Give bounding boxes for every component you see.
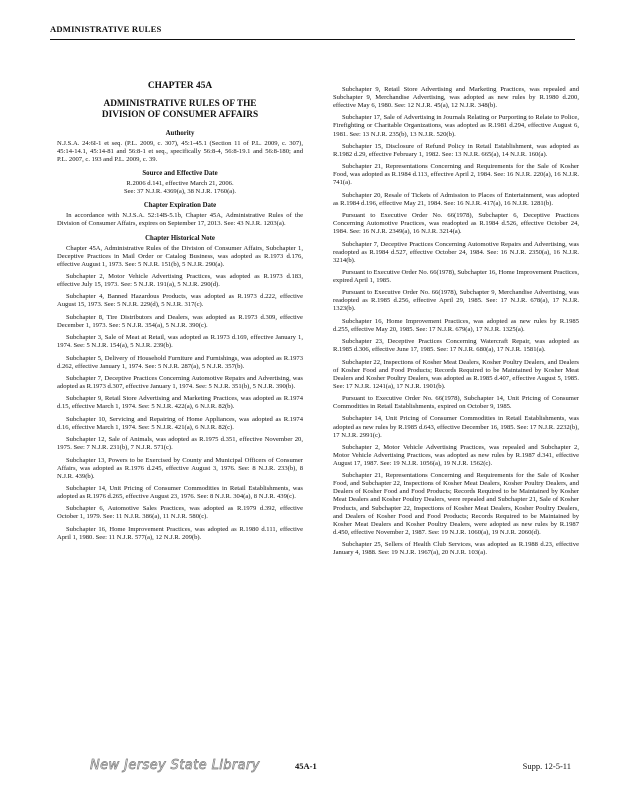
- history-paragraph: Subchapter 2, Motor Vehicle Advertising Practices, was repealed and Subchapter 2, Motor Vehicle Advertising Practices, was adopted as new rules by R.1987 d.341, effective August 17, 1987. See: 19 N.J.R. 1056(a), 19 N.J.R. 1562(c).: [333, 443, 579, 467]
- history-paragraph: Subchapter 4, Banned Hazardous Products, was adopted as R.1973 d.222, effective August 15, 1973. See: 5 N.J.R. 229(d), 5 N.J.R. 317(c).: [57, 293, 303, 309]
- authority-heading: Authority: [165, 130, 195, 138]
- history-paragraph: Subchapter 14, Unit Pricing of Consumer Commodities in Retail Establishments, was adopted as R.1976 d.265, effective August 23, 1976. See: 8 N.J.R. 304(a), 8 N.J.R. 439(c).: [57, 484, 303, 500]
- left-column: [57, 82, 303, 546]
- history-paragraph: Subchapter 10, Servicing and Repairing of Home Appliances, was adopted as R.1974 d.16, effective March 1, 1974. See: 5 N.J.R. 421(a), 6 N.J.R. 82(c).: [57, 415, 303, 431]
- source-heading: Source and Effective Date: [142, 170, 218, 178]
- history-paragraph: Subchapter 15, Disclosure of Refund Policy in Retail Establishment, was adopted as R.1982 d.29, effective February 1, 1982. See: 13 N.J.R. 665(a), 14 N.J.R. 160(a).: [333, 142, 579, 158]
- history-paragraph: Subchapter 21, Representations Concerning and Requirements for the Sale of Kosher Food, and Subchapter 22, Inspections of Kosher Meat Dealers, Kosher Poultry Dealers, and Dealers of Kosher Food and Food Products; Records Required to be Maintained by Kosher Meat Dealers and Kosher Poultry Dealers, were repealed and Subchapter 21, Sale of Kosher Products, and Subchapter 22, Inspections of Kosher Meat Dealers, Kosher Poultry Dealers, and Dealers of Kosher Food and Food Products; Records Required to be Maintained by Kosher Meat Dealers and Kosher Poultry Dealers, were adopted as new rules by R.1987 d.450, effective November 2, 1987. See: 19 N.J.R. 1060(a), 19 N.J.R. 2060(d).: [333, 472, 579, 536]
- expiration-text: In accordance with N.J.S.A. 52:14B-5.1b, Chapter 45A, Administrative Rules of the Division of Consumer Affairs, expires on September 17, 2013. See: 43 N.J.R. 1203(a).: [57, 212, 303, 228]
- history-paragraph: Subchapter 20, Resale of Tickets of Admission to Places of Entertainment, was adopted as R.1984 d.196, effective May 21, 1984. See: 16 N.J.R. 417(a), 16 N.J.R. 1281(b).: [333, 191, 579, 207]
- chapter-title-line-1: ADMINISTRATIVE RULES OF THE: [103, 99, 257, 110]
- history-paragraph: Subchapter 22, Inspections of Kosher Meat Dealers, Kosher Poultry Dealers, and Dealers of Kosher Food and Food Products; Records Required to be Maintained by Kosher Meat Dealers and Kosher Poultry Dealers, was adopted as R.1985 d.407, effective August 5, 1985. See: 17 N.J.R. 1241(a), 17 N.J.R. 1901(b).: [333, 358, 579, 390]
- history-paragraph: Subchapter 2, Motor Vehicle Advertising Practices, was adopted as R.1973 d.183, effective July 15, 1973. See: 5 N.J.R. 191(a), 5 N.J.R. 290(d).: [57, 273, 303, 289]
- history-paragraph: Subchapter 16, Home Improvement Practices, was adopted as R.1980 d.111, effective April 1, 1980. See: 11 N.J.R. 577(a), 12 N.J.R. 209(b).: [57, 525, 303, 541]
- history-paragraph: Subchapter 8, Tire Distributors and Dealers, was adopted as R.1973 d.309, effective December 1, 1973. See: 5 N.J.R. 354(a), 5 N.J.R. 390(c).: [57, 313, 303, 329]
- history-paragraph: Subchapter 9, Retail Store Advertising and Marketing Practices, was repealed and Subchapter 9, Merchandise Advertising, was adopted as new rules by R.1980 d.200, effective May 6, 1980. See: 12 N.J.R. 45(a), 12 N.J.R. 348(b).: [333, 86, 579, 110]
- history-paragraph: Subchapter 3, Sale of Meat at Retail, was adopted as R.1973 d.169, effective January 1, 1974. See: 5 N.J.R. 154(a), 5 N.J.R. 239(b).: [57, 334, 303, 350]
- history-paragraph: Subchapter 6, Automotive Sales Practices, was adopted as R.1979 d.392, effective October 1, 1979. See: 11 N.J.R. 386(a), 11 N.J.R. 580(c).: [57, 505, 303, 521]
- history-paragraph: Subchapter 21, Representations Concerning and Requirements for the Sale of Kosher Food, was adopted as R.1984 d.113, effective April 2, 1984. See: 16 N.J.R. 220(a), 16 N.J.R. 741(a).: [333, 163, 579, 187]
- history-paragraph: Subchapter 5, Delivery of Household Furniture and Furnishings, was adopted as R.1973 d.262, effective January 1, 1974. See: 5 N.J.R. 287(a), 5 N.J.R. 357(b).: [57, 354, 303, 370]
- historical-note-heading: Chapter Historical Note: [145, 234, 215, 242]
- source-line-1: R.2006 d.141, effective March 21, 2006.: [126, 180, 234, 188]
- history-paragraph: Subchapter 25, Sellers of Health Club Services, was adopted as R.1988 d.23, effective January 4, 1988. See: 19 N.J.R. 1967(a), 20 N.J.R. 103(a).: [333, 541, 579, 557]
- chapter-title-line-2: DIVISION OF CONSUMER AFFAIRS: [101, 110, 259, 121]
- running-head: ADMINISTRATIVE RULES: [50, 24, 162, 34]
- history-paragraph: Pursuant to Executive Order No. 66(1978), Subchapter 9, Merchandise Advertising, was readopted as R.1985 d.256, effective April 29, 1985. See: 17 N.J.R. 678(a), 17 N.J.R. 1323(b).: [333, 289, 579, 313]
- history-paragraph: Subchapter 7, Deceptive Practices Concerning Automotive Repairs and Advertising, was readopted as R.1984 d.527, effective October 24, 1984. See: 16 N.J.R. 2350(a), 16 N.J.R. 3214(b).: [333, 240, 579, 264]
- source-line-2: See: 37 N.J.R. 4369(a), 38 N.J.R. 1760(a).: [123, 188, 237, 196]
- history-paragraph: Subchapter 23, Deceptive Practices Concerning Watercraft Repair, was adopted as R.1985 d.306, effective June 17, 1985. See: 17 N.J.R. 680(a), 17 N.J.R. 1581(a).: [333, 338, 579, 354]
- history-paragraph: Pursuant to Executive Order No. 66(1978), Subchapter 14, Unit Pricing of Consumer Commodities in Retail Establishments, expired on October 9, 1985.: [333, 395, 579, 411]
- expiration-heading: Chapter Expiration Date: [143, 202, 217, 210]
- history-paragraph: Subchapter 9, Retail Store Advertising and Marketing Practices, was adopted as R.1974 d.15, effective March 1, 1974. See: 5 N.J.R. 422(a), 6 N.J.R. 82(b).: [57, 395, 303, 411]
- page-number: 45A-1: [295, 761, 317, 771]
- authority-text: N.J.S.A. 24:6I-1 et seq. (P.L. 2009, c. 307), 45:1-45.1 (Section 11 of P.L. 2009, c. 307), 45:14-14.1, 45:14-81 and 56:8-1 et seq., specifically 56:8-4, 56:8-19.1 and 56:8-180; and P.L. 2007, c. 193 and P.L. 2009, c. 39.: [57, 140, 303, 164]
- library-watermark: New Jersey State Library: [90, 758, 260, 773]
- history-paragraph: Pursuant to Executive Order No. 66(1978), Subchapter 6, Deceptive Practices Concerning Automotive Practices, was readopted as R.1984 d.526, effective October 24, 1984. See: 16 N.J.R. 2349(a), 16 N.J.R. 3214(a).: [333, 212, 579, 236]
- history-paragraph: Chapter 45A, Administrative Rules of the Division of Consumer Affairs, Subchapter 1, Deceptive Practices in Mail Order or Catalog Business, was adopted as R.1973 d.176, effective August 1, 1973. See: 5 N.J.R. 151(b), 5 N.J.R. 290(a).: [57, 244, 303, 268]
- history-paragraph: Subchapter 12, Sale of Animals, was adopted as R.1975 d.351, effective November 20, 1975. See: 7 N.J.R. 231(b), 7 N.J.R. 571(c).: [57, 436, 303, 452]
- right-column: [333, 86, 579, 561]
- header-rule: [50, 39, 575, 40]
- history-paragraph: Pursuant to Executive Order No. 66(1978), Subchapter 16, Home Improvement Practices, expired April 1, 1985.: [333, 268, 579, 285]
- history-paragraph: Subchapter 17, Sale of Advertising in Journals Relating or Purporting to Relate to Police, Firefighting or Charitable Organizations, was adopted as R.1981 d.294, effective August 6, 1981. See: 13 N.J.R. 235(b), 13 N.J.R. 520(b).: [333, 114, 579, 138]
- supplement-date: Supp. 12-5-11: [522, 761, 571, 771]
- history-paragraph: Subchapter 14, Unit Pricing of Consumer Commodities in Retail Establishments, was adopted as new rules by R.1985 d.643, effective December 16, 1985. See: 17 N.J.R. 2232(b), 17 N.J.R. 2991(c).: [333, 415, 579, 439]
- chapter-number: CHAPTER 45A: [147, 81, 213, 91]
- history-paragraph: Subchapter 16, Home Improvement Practices, was adopted as new rules by R.1985 d.255, effective May 20, 1985. See: 17 N.J.R. 679(a), 17 N.J.R. 1325(a).: [333, 317, 579, 333]
- page-footer: [0, 758, 618, 778]
- history-paragraph: Subchapter 13, Powers to be Exercised by County and Municipal Officers of Consumer Affairs, was adopted as R.1976 d.245, effective August 3, 1976. See: 8 N.J.R. 233(b), 8 N.J.R. 439(b).: [57, 456, 303, 480]
- history-paragraph: Subchapter 7, Deceptive Practices Concerning Automotive Repairs and Advertising, was adopted as R.1973 d.307, effective January 1, 1974. See: 5 N.J.R. 351(b), 5 N.J.R. 390(b).: [57, 374, 303, 390]
- chapter-title: [57, 99, 303, 121]
